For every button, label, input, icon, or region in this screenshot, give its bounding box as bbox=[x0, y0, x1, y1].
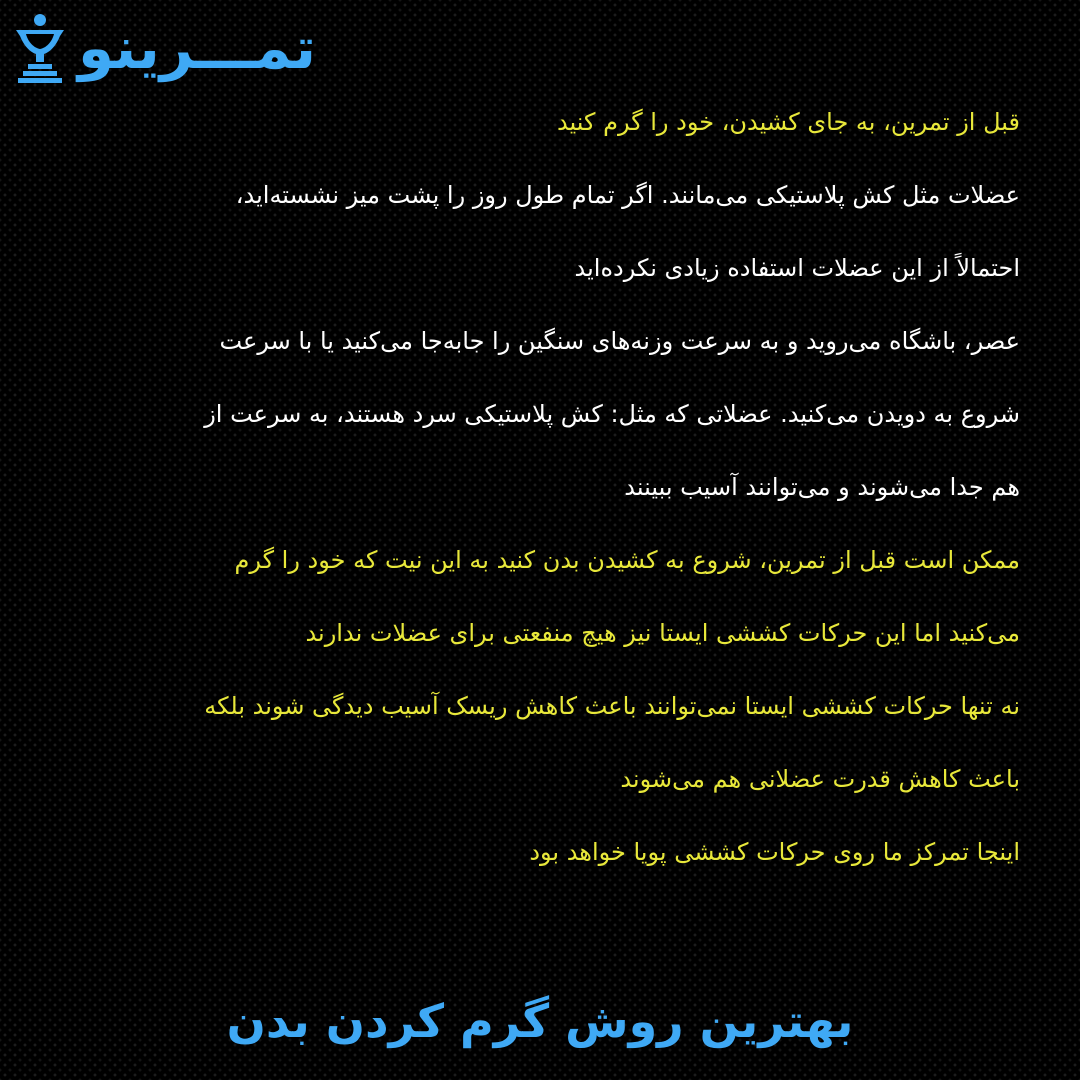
article-line: عصر، باشگاه می‌روید و به سرعت وزنه‌های سنگین را جابه‌جا می‌کنید یا با سرعت bbox=[219, 327, 1020, 355]
article-line-highlight: اینجا تمرکز ما روی حرکات کششی پویا خواهد بود bbox=[529, 838, 1020, 866]
footer-title: بهترین روش گرم کردن بدن bbox=[226, 994, 854, 1048]
article-line-highlight: ممکن است قبل از تمرین، شروع به کشیدن بدن کنید به این نیت که خود را گرم bbox=[234, 546, 1020, 574]
article-line-highlight: باعث کاهش قدرت عضلانی هم می‌شوند bbox=[620, 765, 1020, 793]
article-heading: قبل از تمرین، به جای کشیدن، خود را گرم کنید bbox=[556, 108, 1020, 136]
brand-name: تمـــرینو bbox=[78, 14, 317, 82]
article-line: عضلات مثل کش پلاستیکی می‌مانند. اگر تمام طول روز را پشت میز نشسته‌اید، bbox=[235, 181, 1020, 209]
article-body bbox=[60, 98, 1020, 901]
article-line: شروع به دویدن می‌کنید. عضلاتی که مثل: کش پلاستیکی سرد هستند، به سرعت از bbox=[204, 400, 1020, 428]
trophy-cup-icon bbox=[10, 12, 70, 84]
article-line-highlight: نه تنها حرکات کششی ایستا نمی‌توانند باعث کاهش ریسک آسیب دیدگی شوند بلکه bbox=[204, 692, 1020, 720]
article-line: احتمالاً از این عضلات استفاده زیادی نکرده‌اید bbox=[574, 254, 1020, 282]
article-line-highlight: می‌کنید اما این حرکات کششی ایستا نیز هیچ منفعتی برای عضلات ندارند bbox=[305, 619, 1020, 647]
article-line: هم جدا می‌شوند و می‌توانند آسیب ببینند bbox=[624, 473, 1020, 501]
brand-logo bbox=[10, 8, 440, 88]
